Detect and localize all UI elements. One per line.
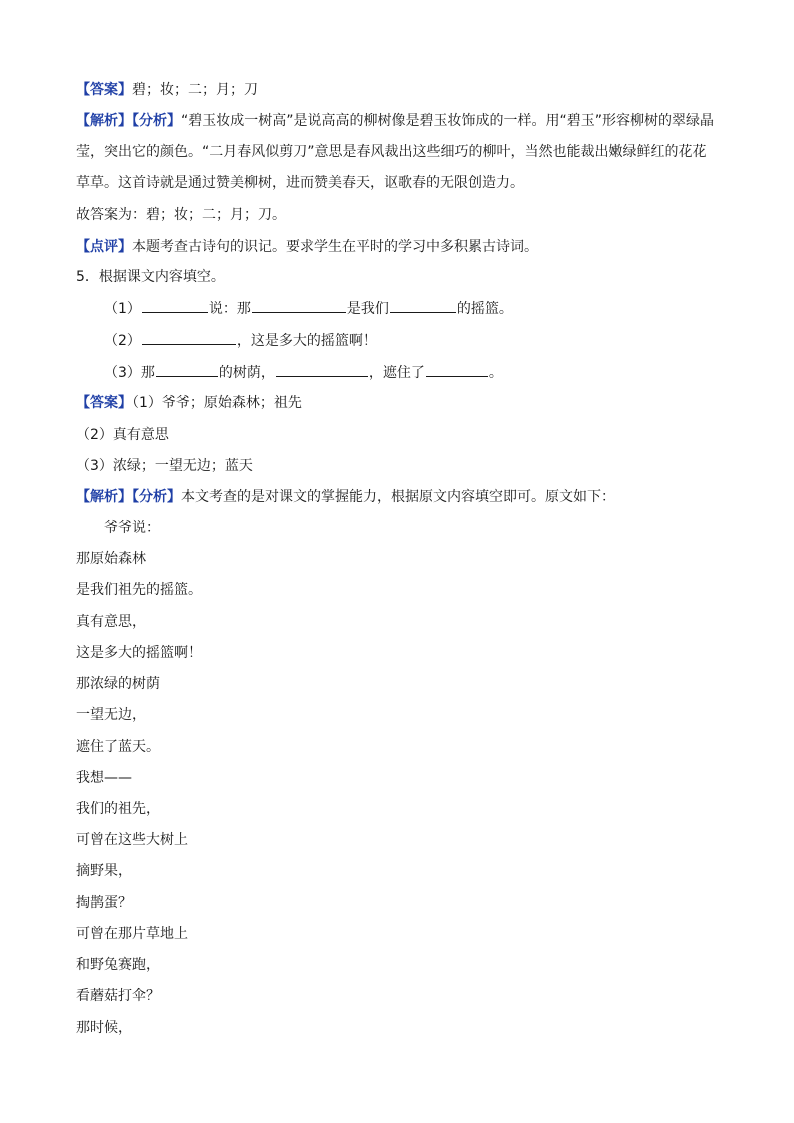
q4-answer-line bbox=[76, 80, 258, 100]
item-text: 说：那 bbox=[208, 301, 251, 317]
q5-item-3 bbox=[104, 362, 503, 383]
q4-comment-line bbox=[76, 237, 538, 257]
q5-analysis-line bbox=[76, 487, 615, 507]
answer-text: 碧；妆；二；月；刀 bbox=[132, 82, 258, 98]
analysis-text: “碧玉妆成一树高”是说高高的柳树像是碧玉妆饰成的一样。用“碧玉”形容柳树的翠绿晶莹，突出它的颜色。“二月春风似剪刀”意思是春风裁出这些细巧的柳叶，当然也能裁出嫩绿鲜红的花花草草。这首诗就是通过赞美柳树，进而赞美春天，讴歌春的无限创造力。 bbox=[76, 113, 715, 191]
poem-line: 可曾在这些大树上 bbox=[76, 832, 188, 848]
fill-blank bbox=[252, 298, 346, 313]
poem-line: 和野兔赛跑， bbox=[76, 957, 160, 973]
q5-answer-3: （3）浓绿；一望无边；蓝天 bbox=[76, 458, 253, 474]
poem-line: 那浓绿的树荫 bbox=[76, 676, 160, 692]
item-text: 是我们 bbox=[346, 301, 389, 317]
poem-line: 这是多大的摇篮啊！ bbox=[76, 645, 202, 661]
analysis-tag: 【解析】【分析】 bbox=[76, 489, 181, 505]
poem-line: 看蘑菇打伞？ bbox=[76, 988, 160, 1004]
poem-line: 真有意思， bbox=[76, 614, 146, 630]
poem-line: 那时候， bbox=[76, 1020, 132, 1036]
q4-analysis-paragraph bbox=[76, 106, 716, 199]
poem-line: 一望无边， bbox=[76, 707, 146, 723]
answer-text: （1）爷爷；原始森林；祖先 bbox=[132, 395, 302, 411]
q5-item-2 bbox=[104, 330, 377, 351]
item-text: 。 bbox=[488, 365, 503, 381]
comment-text: 本题考查古诗句的识记。要求学生在平时的学习中多积累古诗词。 bbox=[132, 239, 538, 255]
item-text: 的树荫， bbox=[218, 365, 275, 381]
q5-answer-2: （2）真有意思 bbox=[76, 427, 169, 443]
item-number: （3）那 bbox=[104, 365, 155, 381]
fill-blank bbox=[156, 362, 218, 377]
analysis-tag: 【解析】【分析】 bbox=[76, 113, 181, 129]
poem-line: 我想—— bbox=[76, 770, 132, 786]
item-text: ，遮住了 bbox=[368, 365, 425, 381]
analysis-text: 本文考查的是对课文的掌握能力，根据原文内容填空即可。原文如下： bbox=[181, 489, 615, 505]
poem-line: 遮住了蓝天。 bbox=[76, 739, 160, 755]
item-number: （2） bbox=[104, 333, 141, 349]
q5-title: 5．根据课文内容填空。 bbox=[76, 269, 225, 285]
poem-line: 那原始森林 bbox=[76, 551, 146, 567]
poem-line: 我们的祖先， bbox=[76, 801, 160, 817]
poem-line: 爷爷说： bbox=[104, 520, 160, 536]
q5-item-1 bbox=[104, 298, 513, 319]
fill-blank bbox=[426, 362, 488, 377]
q5-answer-line bbox=[76, 393, 302, 413]
q4-conclusion: 故答案为：碧；妆；二；月；刀。 bbox=[76, 207, 286, 223]
answer-tag: 【答案】 bbox=[76, 82, 132, 98]
item-text: 的摇篮。 bbox=[456, 301, 513, 317]
poem-line: 是我们祖先的摇篮。 bbox=[76, 582, 202, 598]
poem-line: 摘野果， bbox=[76, 863, 132, 879]
comment-tag: 【点评】 bbox=[76, 239, 132, 255]
fill-blank bbox=[276, 362, 368, 377]
item-number: （1） bbox=[104, 301, 141, 317]
poem-line: 可曾在那片草地上 bbox=[76, 926, 188, 942]
item-text: ，这是多大的摇篮啊！ bbox=[236, 333, 377, 349]
poem-line: 掏鹊蛋？ bbox=[76, 895, 132, 911]
answer-tag: 【答案】 bbox=[76, 395, 132, 411]
fill-blank bbox=[142, 298, 208, 313]
fill-blank bbox=[142, 330, 236, 345]
fill-blank bbox=[390, 298, 456, 313]
